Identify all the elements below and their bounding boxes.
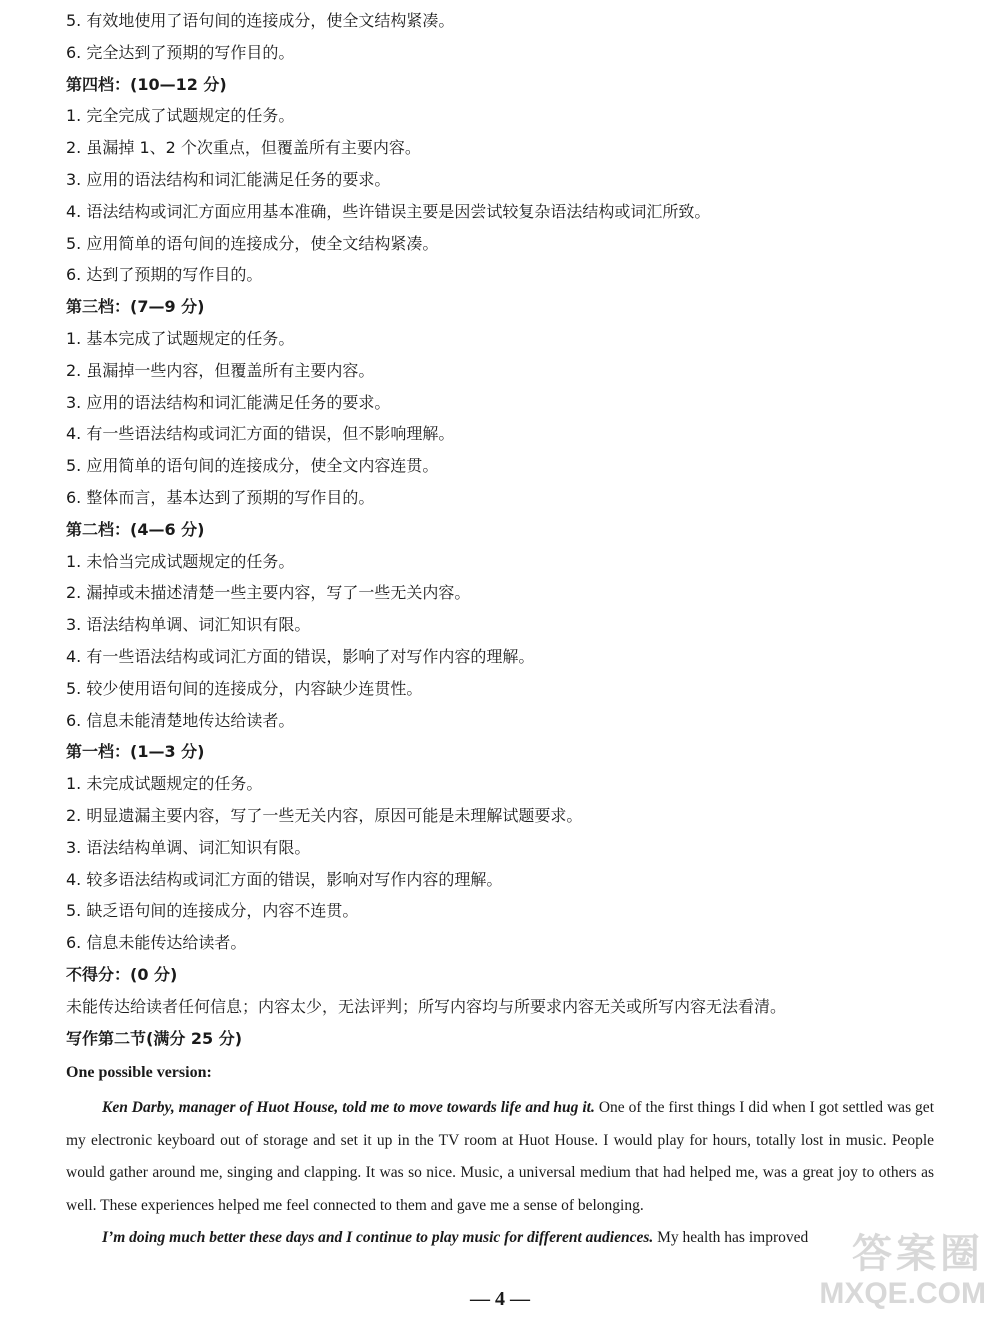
section-heading: 第二档：(4—6 分): [66, 519, 205, 539]
criteria-line: 5. 应用简单的语句间的连接成分，使全文结构紧凑。: [66, 233, 439, 253]
criteria-line: 5. 有效地使用了语句间的连接成分，使全文结构紧凑。: [66, 11, 455, 30]
criteria-line: 6. 整体而言，基本达到了预期的写作目的。: [66, 487, 375, 507]
criteria-line: 6. 信息未能传达给读者。: [66, 933, 247, 953]
criteria-line: 2. 漏掉或未描述清楚一些主要内容，写了一些无关内容。: [66, 583, 471, 603]
watermark-stamp: 答案圈: [852, 1231, 984, 1277]
section-heading: 第一档：(1—3 分): [66, 742, 205, 762]
criteria-line: 3. 应用的语法结构和词汇能满足任务的要求。: [66, 392, 391, 412]
criteria-line: 6. 完全达到了预期的写作目的。: [66, 42, 295, 62]
criteria-line: 1. 未完成试题规定的任务。: [66, 774, 263, 794]
criteria-line: 未能传达给读者任何信息；内容太少，无法评判；所写内容均与所要求内容无关或所写内容无法看清。: [66, 996, 787, 1016]
watermark-logo: [767, 1222, 992, 1317]
watermark-site: MXQE.COM: [819, 1277, 986, 1310]
criteria-line: 4. 较多语法结构或词汇方面的错误，影响对写作内容的理解。: [66, 869, 503, 889]
criteria-line: 3. 应用的语法结构和词汇能满足任务的要求。: [66, 169, 391, 189]
criteria-line: 5. 较少使用语句间的连接成分，内容缺少连贯性。: [66, 678, 423, 698]
essay-lead-1: Ken Darby, manager of Huot House, told me to move towards life and hug it.: [102, 1099, 595, 1116]
scoring-criteria: [66, 5, 966, 1054]
criteria-line: 6. 达到了预期的写作目的。: [66, 265, 263, 285]
section-heading: 写作第二节(满分 25 分): [66, 1028, 243, 1048]
version-label: One possible version:: [66, 1064, 212, 1081]
page-number: — 4 —: [470, 1288, 530, 1310]
criteria-line: 3. 语法结构单调、词汇知识有限。: [66, 837, 311, 857]
criteria-line: 2. 明显遗漏主要内容，写了一些无关内容，原因可能是未理解试题要求。: [66, 805, 583, 825]
criteria-line: 1. 基本完成了试题规定的任务。: [66, 328, 295, 348]
criteria-line: 5. 缺乏语句间的连接成分，内容不连贯。: [66, 901, 359, 921]
criteria-line: 2. 虽漏掉一些内容，但覆盖所有主要内容。: [66, 360, 375, 380]
section-heading: 第三档：(7—9 分): [66, 297, 205, 317]
criteria-line: 5. 应用简单的语句间的连接成分，使全文内容连贯。: [66, 456, 439, 476]
essay-body-2: My health has improved: [653, 1229, 809, 1246]
section-heading: 第四档：(10—12 分): [66, 74, 227, 94]
criteria-line: 4. 语法结构或词汇方面应用基本准确，些许错误主要是因尝试较复杂语法结构或词汇所致。: [66, 201, 711, 221]
criteria-line: 6. 信息未能清楚地传达给读者。: [66, 710, 295, 730]
criteria-line: 1. 完全完成了试题规定的任务。: [66, 106, 295, 126]
essay-body-1: One of the first things I did when I got settled was get my electronic keyboard out of storage and set it up in the TV room at Huot House. I would play for hours, totally lost in music. People would gather around me, singing and clapping. It was so nice. Music, a universal medium that had helped me, was a great joy to others as well. These experiences helped me feel connected to them and gave me a sense of belonging.: [66, 1099, 934, 1214]
criteria-line: 3. 语法结构单调、词汇知识有限。: [66, 615, 311, 635]
criteria-line: 2. 虽漏掉 1、2 个次重点，但覆盖所有主要内容。: [66, 138, 421, 158]
criteria-line: 1. 未恰当完成试题规定的任务。: [66, 551, 295, 571]
essay-lead-2: I’m doing much better these days and I continue to play music for different audiences.: [102, 1229, 654, 1246]
criteria-line: 4. 有一些语法结构或词汇方面的错误，影响了对写作内容的理解。: [66, 646, 535, 666]
section-heading: 不得分：(0 分): [66, 964, 178, 984]
essay-paragraph-1: [66, 1092, 934, 1222]
criteria-line: 4. 有一些语法结构或词汇方面的错误，但不影响理解。: [66, 424, 455, 444]
